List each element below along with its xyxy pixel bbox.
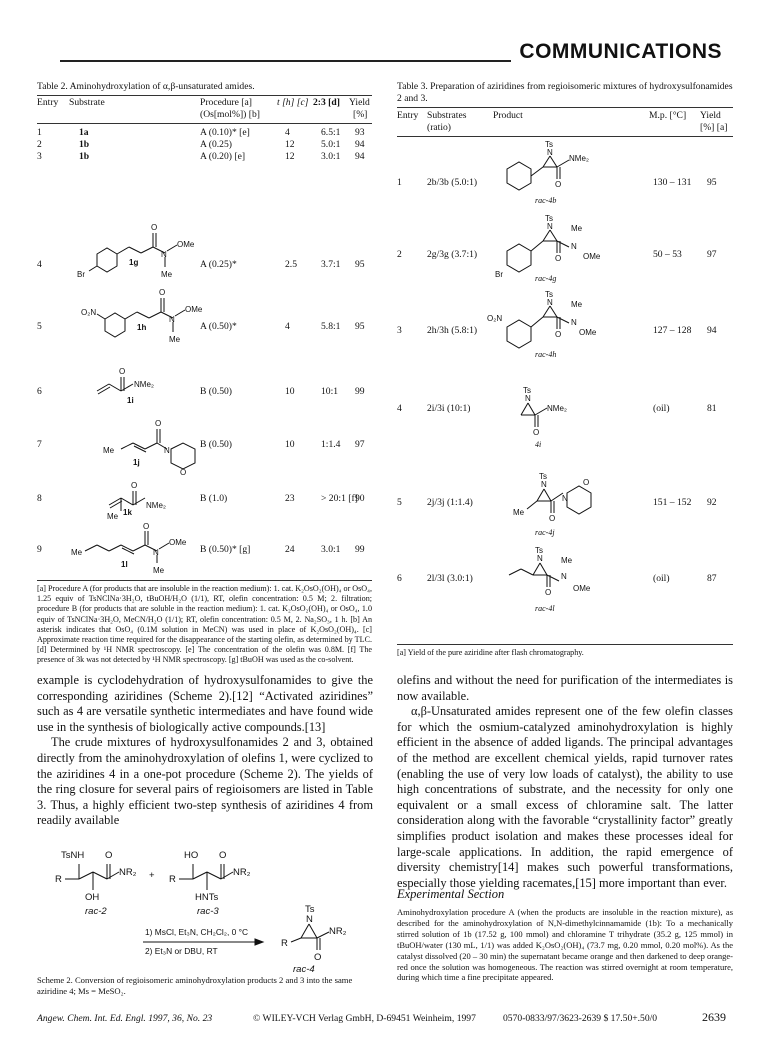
section-title: COMMUNICATIONS xyxy=(511,40,722,64)
table-2-caption: Table 2. Aminohydroxylation of α,β-unsaturated amides. xyxy=(37,81,255,92)
col-header-procedure-sub: (Os[mol%]) [b] xyxy=(200,109,260,120)
label-nr2: NR₂ xyxy=(329,926,347,937)
table-3-cell-mp: 50 – 53 xyxy=(653,249,682,260)
label-n: N xyxy=(561,572,567,581)
table-2-cell-entry: 8 xyxy=(37,493,42,504)
table-3-structures xyxy=(397,81,733,641)
label-ts: Ts xyxy=(545,214,553,223)
table-3-cell-mp: 127 – 128 xyxy=(653,325,692,336)
label-hnts: HNTs xyxy=(195,892,219,903)
table-3-cell-entry: 5 xyxy=(397,497,402,508)
label-me: Me xyxy=(169,335,181,344)
col-header-yield: Yield xyxy=(700,110,721,121)
label-o: O xyxy=(545,588,552,597)
body-paragraph: α,β-Unsaturated amides represent one of the few olefin classes for which the osmium-catalyzed aminohydroxylation is highly efficient in the absence of added ligands. The principal advantages of the method are excellent chemical yields, rapid turnover rates (enabling the use of very low loads of catalyst), the ability to use high concentrations of substrate, and the necessity for only one equivalent or a small excess of chloramine salt. The latter consideration along with the favorable “crystallinity factor” greatly simplifies product isolation and makes these processes ideal for large-scale applications. In addition, the rapid emergence of diversity chemistry[14] makes such powerful transformations, especially those yielding racemates,[15] more important than ever. xyxy=(397,704,733,890)
label-n: N xyxy=(153,548,159,557)
label-ome: OMe xyxy=(185,305,203,314)
label-o: O xyxy=(219,850,227,861)
label-ts: Ts xyxy=(539,472,547,481)
product-label: rac-4l xyxy=(535,604,555,613)
label-o: O xyxy=(155,419,162,428)
col-header-substrates: Substrates xyxy=(427,110,467,121)
label-me: Me xyxy=(513,508,525,517)
structure-1i xyxy=(97,377,133,394)
reaction-step-2: 2) Et₃N or DBU, RT xyxy=(145,946,218,956)
label-o: O xyxy=(131,481,138,490)
label-ts: Ts xyxy=(545,140,553,149)
label-n: N xyxy=(169,315,175,324)
table-3-bottom-rule xyxy=(397,644,733,645)
label-1g: 1g xyxy=(129,258,139,267)
col-header-ratio: 2:3 [d] xyxy=(313,97,340,108)
col-header-substrate: Substrate xyxy=(69,97,105,108)
table-2-cell-ratio: 6.5:1 xyxy=(321,127,341,138)
label-nme2: NMe₂ xyxy=(547,404,567,413)
experimental-text: Aminohydroxylation procedure A (when the products are insoluble in the reaction mixture), as described for the aminohydroxylation of N,N-dimethylcinnamamide (1b): To a mechanically stirred solution of 1b (17.52 g, 100 mmol) and chloramine T trihydrate (35.2 g, 125 mmol) in tBuOH/water (130 mL, 1/1) was added K₂OsO₂(OH)₄ (73.7 mg, 0.20 mmol, 0.20 mol%). As the catalyst dissolved (20 – 30 min) the supernatant became orange and then darkened to deep orange-red once the solution was homogeneous. The reaction was stirred overnight at room temperature, during which time a fine precipitate appeared. xyxy=(397,907,733,983)
table-3-cell-substrates: 2j/3j (1:1.4) xyxy=(427,497,473,508)
body-paragraph: example is cyclodehydration of hydroxysulfonamides to give the corresponding aziridines (Scheme 2).[12] “Activated aziridines” such as 4 are versatile synthetic intermediates and have found wide use in the synthesis of biologically active compounds.[13] xyxy=(37,673,373,734)
table-3-cell-mp: 151 – 152 xyxy=(653,497,692,508)
table-2-cell-procedure: A (0.25)* xyxy=(200,259,237,270)
label-o2n: O₂N xyxy=(487,314,503,323)
table-3-cell-yield: 92 xyxy=(707,497,717,508)
label-n: N xyxy=(547,298,553,307)
label-rac-2: rac-2 xyxy=(85,906,107,917)
table-2-cell-t: 4 xyxy=(285,321,290,332)
label-o: O xyxy=(555,330,562,339)
label-o: O xyxy=(549,514,556,523)
table-2-cell-yield: 93 xyxy=(355,127,365,138)
label-n: N xyxy=(571,242,577,251)
label-plus: + xyxy=(149,870,155,881)
table-3-cell-substrates: 2i/3i (10:1) xyxy=(427,403,471,414)
label-ome: OMe xyxy=(177,240,195,249)
label-n: N xyxy=(306,914,313,925)
table-2-cell-procedure: A (0.50)* xyxy=(200,321,237,332)
table-3-cell-yield: 97 xyxy=(707,249,717,260)
label-o: O xyxy=(151,223,158,232)
table-2-structures xyxy=(37,81,372,521)
product-label: 4i xyxy=(535,440,542,449)
table-2-cell-t: 12 xyxy=(285,139,295,150)
label-me: Me xyxy=(561,556,573,565)
table-2-cell-t: 10 xyxy=(285,386,295,397)
label-o: O xyxy=(555,180,562,189)
label-n: N xyxy=(562,494,568,503)
label-me: Me xyxy=(153,566,165,575)
body-paragraph: The crude mixtures of hydroxysulfonamides 2 and 3, obtained directly from the aminohydroxylation of olefins 1, were cyclized to the aziridines 4 in a one-pot procedure (Scheme 2). The yields of the ring closure for several pairs of regioisomers are listed in Table 3. Thus, a highly efficient two-step synthesis of aziridines 4 from readily available xyxy=(37,735,373,828)
label-n: N xyxy=(547,148,553,157)
label-o: O xyxy=(180,468,187,477)
footer-publisher: © WILEY-VCH Verlag GmbH, D-69451 Weinheim, 1997 xyxy=(253,1013,476,1024)
table-2-bottom-rule xyxy=(37,580,372,581)
table-2-cell-t: 24 xyxy=(285,544,295,555)
table-2-cell-procedure: B (0.50) xyxy=(200,386,232,397)
label-me: Me xyxy=(571,224,583,233)
table-2-cell-ratio: 3.0:1 xyxy=(321,151,341,162)
label-ome: OMe xyxy=(573,584,591,593)
label-ho: HO xyxy=(184,850,199,861)
label-br: Br xyxy=(77,270,85,279)
label-n: N xyxy=(537,554,543,563)
col-header-entry: Entry xyxy=(397,110,419,121)
label-oh: OH xyxy=(85,892,100,903)
table-2-cell-procedure: A (0.10)* [e] xyxy=(200,127,250,138)
label-1l: 1l xyxy=(121,560,128,569)
label-r: R xyxy=(281,938,288,949)
label-1h: 1h xyxy=(137,323,147,332)
label-me: Me xyxy=(107,512,119,521)
product-label: rac-4h xyxy=(535,350,557,359)
col-header-mp: M.p. [°C] xyxy=(649,110,687,121)
table-2-cell-yield: 95 xyxy=(355,259,365,270)
section-heading: Experimental Section xyxy=(397,887,505,901)
label-nr2: NR₂ xyxy=(233,867,251,878)
table-2-cell-yield: 90 xyxy=(355,493,365,504)
label-me: Me xyxy=(71,548,83,557)
body-right-column xyxy=(397,673,733,891)
table-2-cell-t: 23 xyxy=(285,493,295,504)
table-2-cell-yield: 95 xyxy=(355,321,365,332)
label-n: N xyxy=(161,250,167,259)
label-nme2: NMe₂ xyxy=(146,501,166,510)
col-header-product: Product xyxy=(493,110,523,121)
label-ome: OMe xyxy=(169,538,187,547)
label-nme2: NMe₂ xyxy=(569,154,589,163)
reaction-step-1: 1) MsCl, Et₃N, CH₂Cl₂, 0 °C xyxy=(145,927,249,937)
label-o: O xyxy=(533,428,540,437)
scheme-2-caption: Scheme 2. Conversion of regioisomeric aminohydroxylation products 2 and 3 into the same aziridine 4; Ms = MeSO₂. xyxy=(37,975,353,996)
table-2-cell-procedure: B (1.0) xyxy=(200,493,228,504)
table-2-cell-procedure: A (0.20) [e] xyxy=(200,151,246,162)
col-header-yield-unit: [%] xyxy=(353,109,368,120)
label-ts: Ts xyxy=(545,290,553,299)
label-1i: 1i xyxy=(127,396,134,405)
table-2-cell-entry: 4 xyxy=(37,259,42,270)
table-2-cell-ratio: 3.0:1 xyxy=(321,544,341,555)
table-3-cell-entry: 1 xyxy=(397,177,402,188)
label-br: Br xyxy=(495,270,503,279)
page-number: 2639 xyxy=(702,1010,726,1024)
label-nme2: NMe₂ xyxy=(134,380,154,389)
table-2-cell-ratio: 10:1 xyxy=(321,386,339,397)
table-2-cell-yield: 99 xyxy=(355,386,365,397)
label-o: O xyxy=(119,367,126,376)
scheme-2 xyxy=(37,842,373,972)
label-ome: OMe xyxy=(583,252,601,261)
label-r: R xyxy=(55,874,62,885)
label-n: N xyxy=(164,446,170,455)
table-2-cell-yield: 94 xyxy=(355,139,365,150)
table-3-cell-entry: 6 xyxy=(397,573,402,584)
label-o: O xyxy=(143,522,150,531)
label-ts: Ts xyxy=(535,546,543,555)
label-rac-4: rac-4 xyxy=(293,964,315,972)
label-nr2: NR₂ xyxy=(119,867,137,878)
table-2-cell-t: 2.5 xyxy=(285,259,297,270)
table-2-footnote: [a] Procedure A (for products that are insoluble in the reaction medium): 1. cat. K₂OsO₂(OH)₄ or OsO₄, 1.25 equiv of TsNClNa·3H₂O, tBuOH/H₂O (1/1), RT, olefin concentration: 0.5 M; 2. filtration; procedure B (for products that are soluble in the reaction medium): 1. cat. K₂OsO₂(OH)₄ or OsO₄, 1.0 equiv of TsNClNa·3H₂O, MeCN/H₂O (1/1); RT, olefin concentration: 0.5 M, 2. Na₂SO₃, 1 h. [b] An asterisk indicates that OsO₄ (0.1M solution in MeCN) was used in place of K₂OsO₂(OH)₄. [c] Approximate reaction time required for the disappearance of the starting olefin, as determined by TLC. [d] Determined by ¹H NMR spectroscopy. [e] The concentration of the olefin was 0.8M. [f] The presence of 3k was not detected by ¹H NMR spectroscopy. [g] tBuOH was used as the co-solvent. xyxy=(37,584,372,665)
table-3-cell-yield: 87 xyxy=(707,573,717,584)
col-header-procedure: Procedure [a] xyxy=(200,97,252,108)
table-2-cell-t: 12 xyxy=(285,151,295,162)
label-o2n: O₂N xyxy=(81,308,97,317)
running-header xyxy=(0,38,768,74)
col-header-time: t [h] [c] xyxy=(277,97,309,108)
label-rac-3: rac-3 xyxy=(197,906,219,917)
label-me: Me xyxy=(571,300,583,309)
footer-journal: Angew. Chem. Int. Ed. Engl. 1997, 36, No. 23 xyxy=(37,1013,213,1024)
table-2-cell-entry: 7 xyxy=(37,439,42,450)
table-2-cell-entry: 6 xyxy=(37,386,42,397)
table-3-cell-entry: 3 xyxy=(397,325,402,336)
table-3-cell-mp: (oil) xyxy=(653,573,670,584)
label-me: Me xyxy=(103,446,115,455)
table-2-cell-yield: 94 xyxy=(355,151,365,162)
table-3-cell-substrates: 2l/3l (3.0:1) xyxy=(427,573,473,584)
table-3-cell-yield: 94 xyxy=(707,325,717,336)
table-2-cell-entry: 1 xyxy=(37,127,42,138)
label-o: O xyxy=(555,254,562,263)
col-header-yield-unit: [%] [a] xyxy=(700,122,728,133)
label-n: N xyxy=(547,222,553,231)
table-2-cell-procedure: B (0.50) xyxy=(200,439,232,450)
table-3-cell-entry: 2 xyxy=(397,249,402,260)
col-header-substrates-sub: (ratio) xyxy=(427,122,451,133)
product-label: rac-4b xyxy=(535,196,557,205)
table-3-cell-mp: (oil) xyxy=(653,403,670,414)
label-tsnh: TsNH xyxy=(61,850,85,861)
table-3-cell-substrates: 2h/3h (5.8:1) xyxy=(427,325,478,336)
table-3-footnote: [a] Yield of the pure aziridine after flash chromatography. xyxy=(397,648,584,657)
body-left-column xyxy=(37,673,373,829)
table-2-cell-substrate: 1b xyxy=(79,139,90,150)
table-2 xyxy=(37,81,372,665)
table-3-cell-yield: 95 xyxy=(707,177,717,188)
table-2-cell-procedure: B (0.50)* [g] xyxy=(200,544,251,555)
label-n: N xyxy=(541,480,547,489)
label-me: Me xyxy=(161,270,173,279)
body-paragraph: olefins and without the need for purification of the intermediates is now available. xyxy=(397,673,733,703)
label-o: O xyxy=(583,478,590,487)
label-ome: OMe xyxy=(579,328,597,337)
table-3-cell-entry: 4 xyxy=(397,403,402,414)
col-header-entry: Entry xyxy=(37,97,59,108)
label-o: O xyxy=(159,288,166,297)
label-o: O xyxy=(105,850,113,861)
table-3-cell-yield: 81 xyxy=(707,403,717,414)
product-label: rac-4j xyxy=(535,528,555,537)
table-3-caption: Table 3. Preparation of aziridines from regioisomeric mixtures of hydroxysulfonamides 2 and 3. xyxy=(397,81,733,104)
label-n: N xyxy=(571,318,577,327)
footer-code: 0570-0833/97/3623-2639 $ 17.50+.50/0 xyxy=(503,1013,658,1024)
label-ts: Ts xyxy=(305,904,315,915)
table-2-cell-entry: 3 xyxy=(37,151,42,162)
table-2-cell-entry: 2 xyxy=(37,139,42,150)
label-r: R xyxy=(169,874,176,885)
label-n: N xyxy=(525,394,531,403)
table-2-cell-ratio: > 20:1 [f] xyxy=(321,493,358,504)
table-2-cell-ratio: 3.7:1 xyxy=(321,259,341,270)
table-2-cell-yield: 97 xyxy=(355,439,365,450)
col-header-yield: Yield xyxy=(349,97,370,108)
table-3-cell-substrates: 2g/3g (3.7:1) xyxy=(427,249,478,260)
label-ts: Ts xyxy=(523,386,531,395)
table-3 xyxy=(397,81,733,661)
table-2-cell-ratio: 5.8:1 xyxy=(321,321,341,332)
product-label: rac-4g xyxy=(535,274,557,283)
table-2-cell-t: 10 xyxy=(285,439,295,450)
table-2-cell-substrate: 1a xyxy=(79,127,89,138)
table-2-cell-entry: 9 xyxy=(37,544,42,555)
table-2-cell-procedure: A (0.25) xyxy=(200,139,232,150)
table-2-cell-entry: 5 xyxy=(37,321,42,332)
label-o: O xyxy=(314,952,322,963)
table-2-cell-ratio: 1:1.4 xyxy=(321,439,341,450)
table-2-cell-t: 4 xyxy=(285,127,290,138)
label-1j: 1j xyxy=(133,458,140,467)
structure-1l xyxy=(37,521,372,581)
table-2-cell-ratio: 5.0:1 xyxy=(321,139,341,150)
table-2-cell-yield: 99 xyxy=(355,544,365,555)
table-3-cell-mp: 130 – 131 xyxy=(653,177,692,188)
label-1k: 1k xyxy=(123,508,132,517)
table-3-cell-substrates: 2b/3b (5.0:1) xyxy=(427,177,478,188)
table-2-cell-substrate: 1b xyxy=(79,151,90,162)
